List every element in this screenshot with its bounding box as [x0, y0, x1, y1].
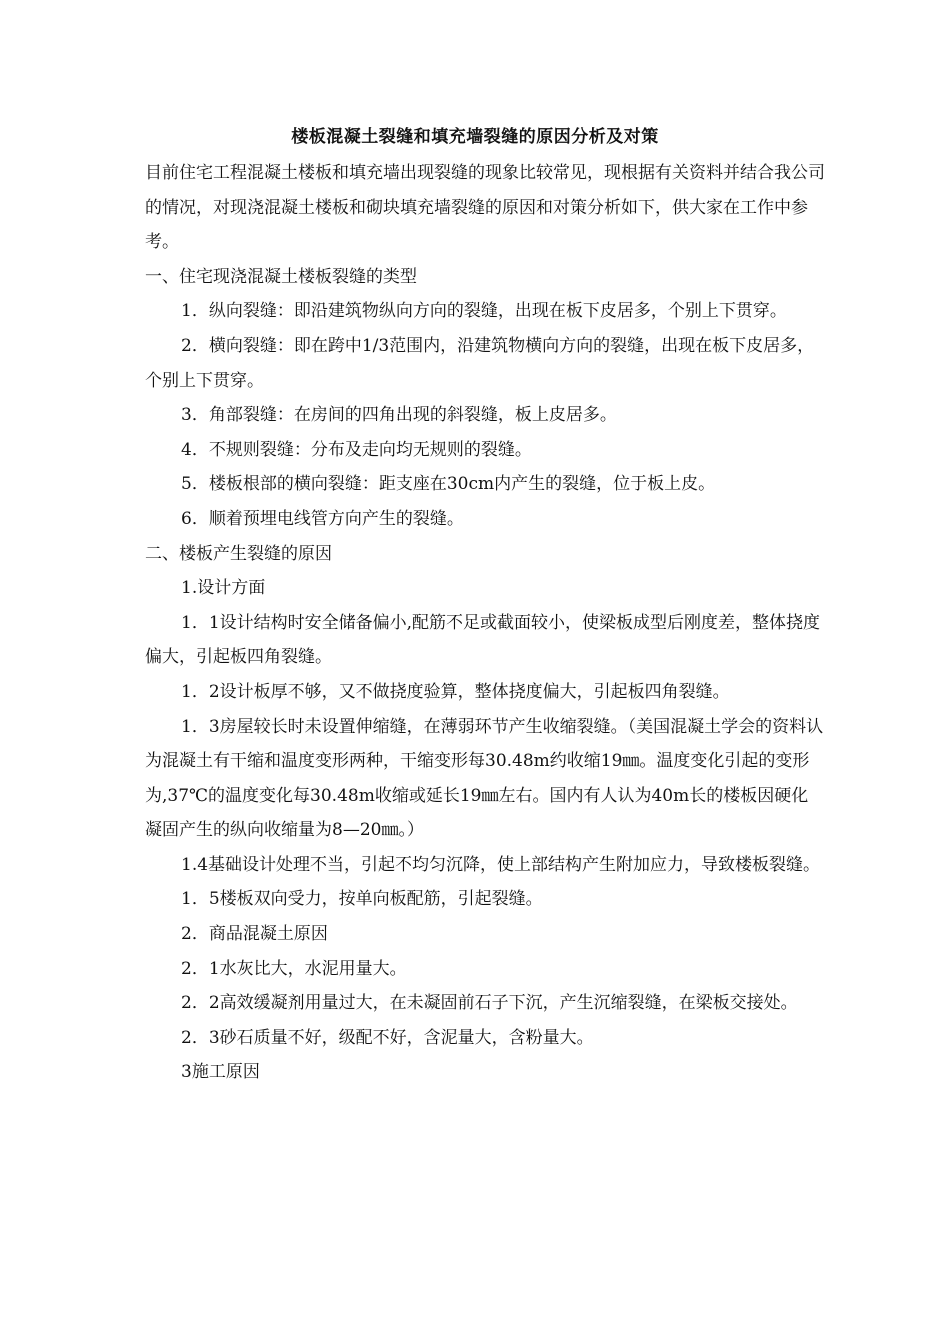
paragraph: 1．2设计板厚不够，又不做挠度验算，整体挠度偏大，引起板四角裂缝。 [181, 681, 730, 702]
paragraph: 1.设计方面 [181, 578, 266, 599]
paragraph: 5．楼板根部的横向裂缝：距支座在30cm内产生的裂缝，位于板上皮。 [181, 474, 716, 495]
paragraph: 目前住宅工程混凝土楼板和填充墙出现裂缝的现象比较常见，现根据有关资料并结合我公司的情况，对现浇混凝土楼板和砌块填充墙裂缝的原因和对策分析如下，供大家在工作中参考。 [145, 163, 825, 253]
paragraph: 6．顺着预埋电线管方向产生的裂缝。 [181, 508, 464, 529]
paragraph: 1．1设计结构时安全储备偏小,配筋不足或截面较小，使梁板成型后刚度差，整体挠度偏大，引起板四角裂缝。 [145, 612, 821, 668]
paragraph: 2．横向裂缝：即在跨中1/3范围内，沿建筑物横向方向的裂缝，出现在板下皮居多，个别上下贯穿。 [145, 335, 815, 391]
paragraph: 1.4基础设计处理不当，引起不均匀沉降，使上部结构产生附加应力，导致楼板裂缝。 [181, 854, 821, 875]
paragraph: 2．2高效缓凝剂用量过大，在未凝固前石子下沉，产生沉缩裂缝，在梁板交接处。 [181, 993, 798, 1014]
paragraph: 2．1水灰比大，水泥用量大。 [181, 958, 407, 979]
paragraph: 二、楼板产生裂缝的原因 [145, 543, 332, 564]
document-title: 楼板混凝土裂缝和填充墙裂缝的原因分析及对策 [291, 127, 659, 147]
paragraph: 2．商品混凝土原因 [181, 924, 328, 945]
paragraph: 一、住宅现浇混凝土楼板裂缝的类型 [145, 266, 417, 287]
paragraph: 3施工原因 [181, 1062, 260, 1083]
paragraph: 3．角部裂缝：在房间的四角出现的斜裂缝，板上皮居多。 [181, 405, 617, 426]
paragraph: 4．不规则裂缝：分布及走向均无规则的裂缝。 [181, 439, 532, 460]
paragraph: 1．3房屋较长时未设置伸缩缝，在薄弱环节产生收缩裂缝。（美国混凝土学会的资料认为混凝土有干缩和温度变形两种，干缩变形每30.48m约收缩19㎜。温度变化引起的变形为,37℃的温度变化每30.48m收缩或延长19㎜左右。国内有人认为40m长的楼板因硬化凝固产生的纵向收缩量为8—20㎜。） [145, 716, 824, 841]
paragraph: 2．3砂石质量不好，级配不好，含泥量大，含粉量大。 [181, 1027, 594, 1048]
paragraph: 1．5楼板双向受力，按单向板配筋，引起裂缝。 [181, 889, 543, 910]
paragraph: 1．纵向裂缝：即沿建筑物纵向方向的裂缝，出现在板下皮居多，个别上下贯穿。 [181, 301, 787, 322]
document-body [145, 156, 825, 1090]
